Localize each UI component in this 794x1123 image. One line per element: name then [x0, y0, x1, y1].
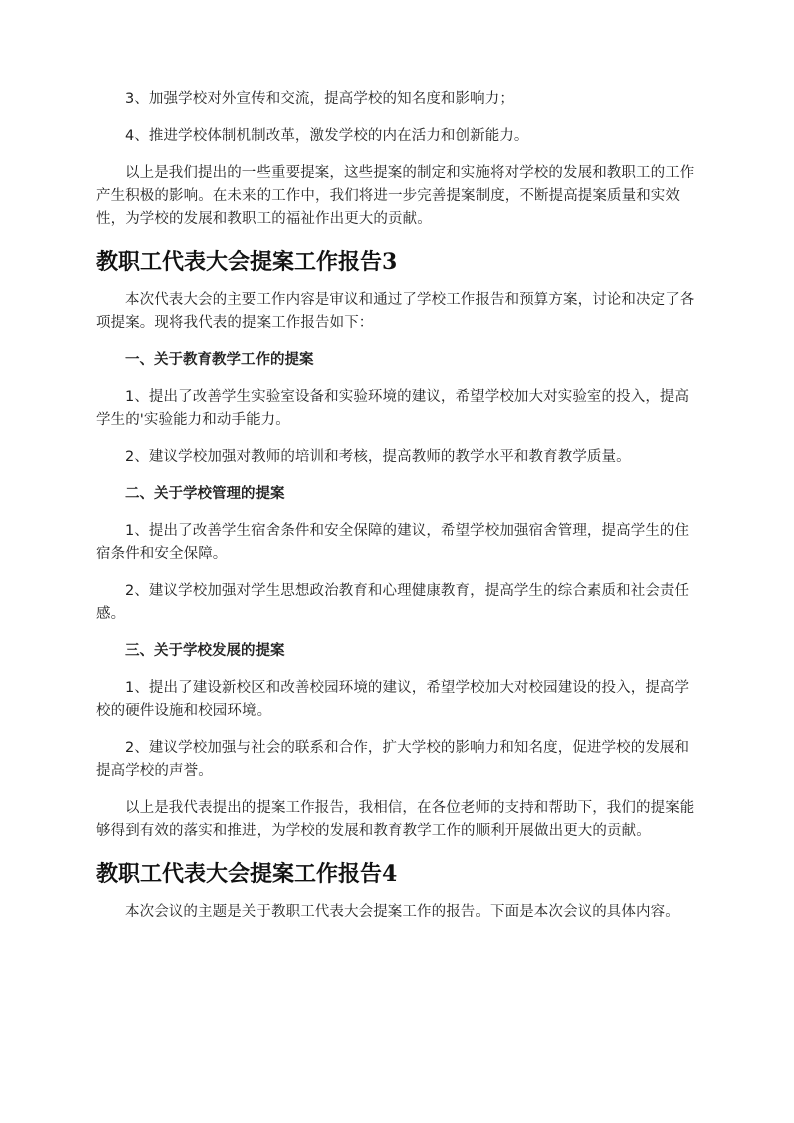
section3-part1-item2: 2、建议学校加强对教师的培训和考核，提高教师的教学水平和教育教学质量。	[125, 449, 631, 465]
section3-part3-heading: 三、关于学校发展的提案	[125, 643, 285, 659]
section3-title: 教职工代表大会提案工作报告3	[96, 249, 398, 275]
section2-conclusion: 以上是我们提出的一些重要提案，这些提案的制定和实施将对学校的发展和教职工的工作产生积极的影响。在未来的工作中，我们将进一步完善提案制度，不断提高提案质量和实效性，为学校的发展和教职工的福祉作出更大的贡献。	[96, 165, 695, 227]
section3-intro: 本次代表大会的主要工作内容是审议和通过了学校工作报告和预算方案，讨论和决定了各项提案。现将我代表的提案工作报告如下：	[96, 292, 695, 331]
section3-part1-heading: 一、关于教育教学工作的提案	[125, 352, 314, 368]
section3-part3-item1: 1、提出了建设新校区和改善校园环境的建议，希望学校加大对校园建设的投入，提高学校的硬件设施和校园环境。	[96, 680, 690, 719]
section3-part2-heading: 二、关于学校管理的提案	[125, 486, 285, 502]
section4-intro: 本次会议的主题是关于教职工代表大会提案工作的报告。下面是本次会议的具体内容。	[125, 904, 680, 920]
section4-title: 教职工代表大会提案工作报告4	[96, 861, 398, 887]
section3-conclusion: 以上是我代表提出的提案工作报告，我相信，在各位老师的支持和帮助下，我们的提案能够得到有效的落实和推进，为学校的发展和教育教学工作的顺利开展做出更大的贡献。	[96, 800, 695, 839]
section3-part3-item2: 2、建议学校加强与社会的联系和合作，扩大学校的影响力和知名度，促进学校的发展和提高学校的声誉。	[96, 740, 690, 779]
section2-item-4: 4、推进学校体制机制改革，激发学校的内在活力和创新能力。	[125, 128, 529, 144]
section3-part2-item2: 2、建议学校加强对学生思想政治教育和心理健康教育，提高学生的综合素质和社会责任感。	[96, 583, 690, 622]
document-page	[96, 88, 698, 938]
section3-part2-item1: 1、提出了改善学生宿舍条件和安全保障的建议，希望学校加强宿舍管理，提高学生的住宿条件和安全保障。	[96, 523, 690, 562]
section3-part1-item1: 1、提出了改善学生实验室设备和实验环境的建议，希望学校加大对实验室的投入，提高学生的'实验能力和动手能力。	[96, 389, 690, 428]
section2-item-3: 3、加强学校对外宣传和交流，提高学校的知名度和影响力；	[125, 91, 514, 107]
